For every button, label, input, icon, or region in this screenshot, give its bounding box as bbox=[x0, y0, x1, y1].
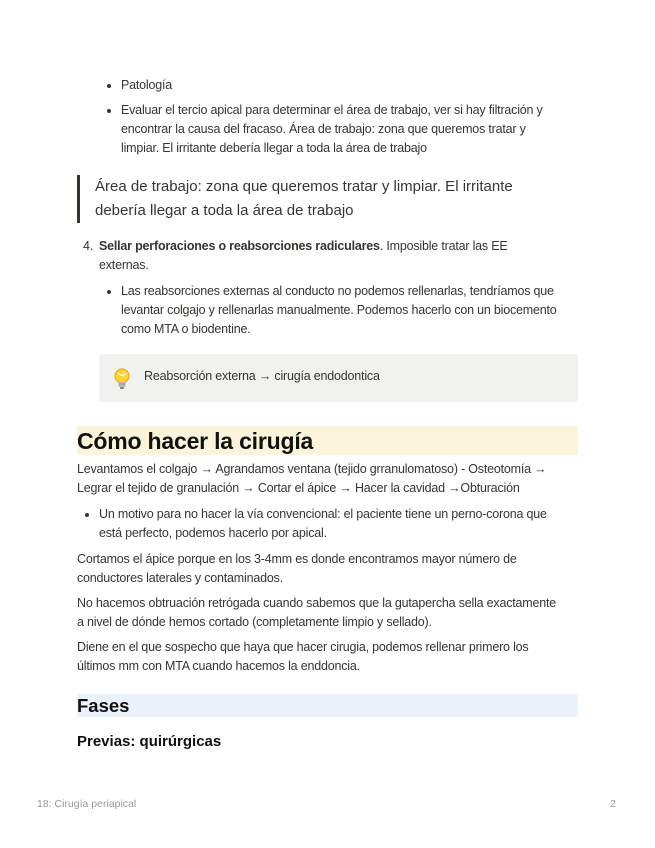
bullet-line: Las reabsorciones externas al conducto no podemos rellenarlas, tendríamos que bbox=[121, 284, 554, 298]
top-bullet-list bbox=[99, 76, 579, 158]
quote-block bbox=[77, 175, 595, 223]
steps-paragraph bbox=[77, 460, 587, 498]
paragraph-line: a nivel de dónde hemos cortado (completamente limpio y sellado). bbox=[77, 615, 432, 629]
paragraph bbox=[77, 594, 587, 632]
steps-line: Levantamos el colgajo → Agrandamos ventana (tejido grranulomatoso) - Osteotomía → bbox=[77, 462, 547, 476]
section-heading: Cómo hacer la cirugía bbox=[77, 426, 578, 455]
sub-subsection-heading: Previas: quirúrgicas bbox=[77, 733, 222, 750]
paragraph-line: No hacemos obtruación retrógada cuando sabemos que la gutapercha sella exactamente bbox=[77, 596, 557, 610]
list-item bbox=[77, 505, 587, 543]
quote-line: Área de trabajo: zona que queremos tratar y limpiar. El irritante bbox=[95, 178, 513, 195]
lightbulb-icon bbox=[112, 367, 132, 391]
sub-bullet-list bbox=[99, 282, 579, 339]
paragraph-line: Diene en el que sospecho que haya que hacer cirugia, podemos rellenar primero los bbox=[77, 640, 529, 654]
item-text: . Imposible tratar las EE bbox=[379, 239, 508, 253]
bullet-line: como MTA o biodentine. bbox=[121, 322, 251, 336]
bullet-line: Un motivo para no hacer la vía convencional: el paciente tiene un perno-corona que bbox=[99, 507, 547, 521]
item-title: Sellar perforaciones o reabsorciones radiculares bbox=[99, 239, 380, 253]
paragraph bbox=[77, 550, 587, 588]
steps-line: Legrar el tejido de granulación → Cortar el ápice → Hacer la cavidad →Obturación bbox=[77, 481, 520, 495]
paragraph-line: últimos mm con MTA cuando hacemos la enddoncia. bbox=[77, 659, 360, 673]
paragraph-line: conductores laterales y contaminados. bbox=[77, 571, 283, 585]
footer-title: 18: Cirugía periapical bbox=[37, 798, 137, 810]
bullet-line: limpiar. El irritante debería llegar a toda la área de trabajo bbox=[121, 141, 427, 155]
motivo-bullet-list bbox=[77, 505, 587, 543]
page-number: 2 bbox=[610, 798, 616, 810]
list-number: 4. bbox=[83, 239, 94, 253]
list-item bbox=[99, 101, 579, 158]
paragraph bbox=[77, 638, 587, 676]
callout-text: Reabsorción externa → cirugía endodontica bbox=[144, 369, 380, 383]
quote-line: debería llegar a toda la área de trabajo bbox=[95, 202, 354, 219]
callout-box bbox=[99, 354, 578, 402]
bullet-line: levantar colgajo y rellenarlas manualmente. Podemos hacerlo con un biocemento bbox=[121, 303, 557, 317]
bullet-line: Evaluar el tercio apical para determinar el área de trabajo, ver si hay filtración y bbox=[121, 103, 543, 117]
subsection-heading: Fases bbox=[77, 694, 578, 717]
bullet-line: encontrar la causa del fracaso. Área de trabajo: zona que queremos tratar y bbox=[121, 122, 526, 136]
list-item bbox=[99, 282, 579, 339]
numbered-item-4 bbox=[83, 237, 583, 275]
item-text-line: externas. bbox=[99, 258, 149, 272]
paragraph-line: Cortamos el ápice porque en los 3-4mm es donde encontramos mayor número de bbox=[77, 552, 517, 566]
bullet-line: está perfecto, podemos hacerlo por apical. bbox=[99, 526, 327, 540]
list-item: Patología bbox=[99, 76, 579, 95]
